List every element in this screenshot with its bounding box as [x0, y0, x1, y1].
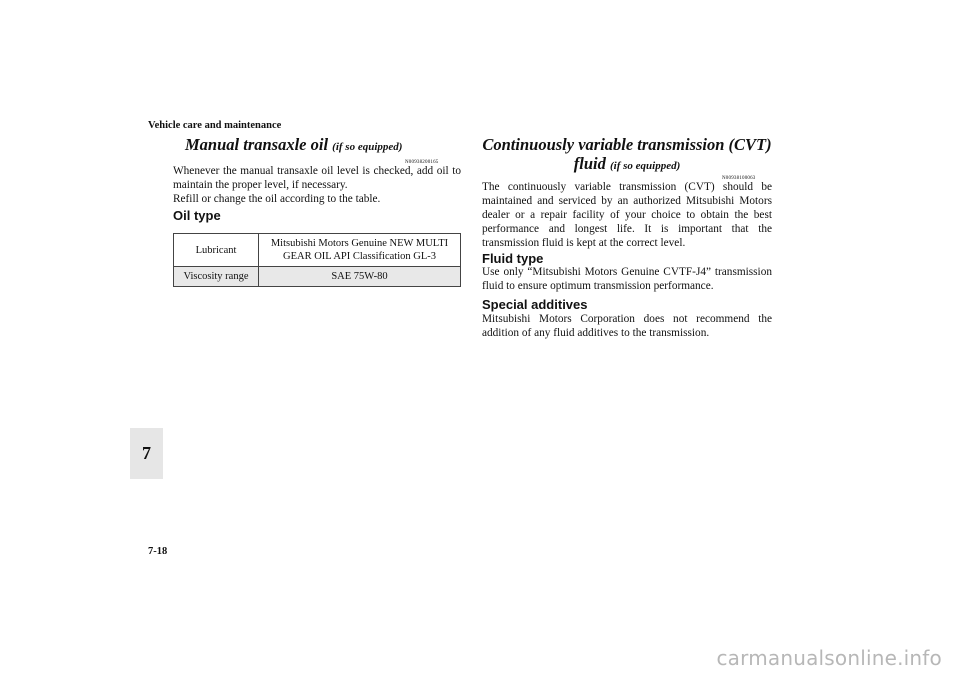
title-text: fluid: [573, 154, 606, 173]
special-additives-heading: Special additives: [482, 297, 588, 312]
table-cell-label: Viscosity range: [174, 267, 259, 287]
title-line-1: Continuously variable transmission (CVT): [482, 135, 772, 154]
oil-spec-table: [173, 233, 461, 287]
manual-transaxle-oil-title: [185, 135, 402, 155]
manual-transaxle-intro: [173, 164, 461, 206]
fluid-type-text: Use only “Mitsubishi Motors Genuine CVTF-J4” transmission fluid to ensure optimum transmission performance.: [482, 266, 772, 292]
title-suffix: (if so equipped): [609, 160, 681, 172]
title-text: Manual transaxle oil: [185, 135, 329, 154]
table-cell-value: Mitsubishi Motors Genuine NEW MULTI GEAR OIL API Classification GL-3: [259, 234, 461, 267]
watermark: carmanualsonline.info: [716, 646, 942, 670]
cvt-intro: The continuously variable transmission (CVT) should be maintained and serviced by an authorized Mitsubishi Motors dealer or a repair facility of your choice to obtain the best performance and longest life. It is important that the transmission fluid is kept at the correct level.: [482, 181, 772, 249]
intro-paragraph: Whenever the manual transaxle oil level is checked, add oil to maintain the proper level, if necessary.: [173, 165, 461, 191]
special-additives-text: Mitsubishi Motors Corporation does not recommend the addition of any fluid additives to the transmission.: [482, 313, 772, 339]
table-row: [174, 267, 461, 287]
title-suffix: (if so equipped): [332, 141, 403, 153]
running-head: Vehicle care and maintenance: [148, 120, 282, 131]
oil-type-heading: Oil type: [173, 208, 221, 223]
table-row: [174, 234, 461, 267]
title-line-2: [482, 154, 772, 174]
section-code: N00938100063: [722, 176, 756, 181]
table-cell-value: SAE 75W-80: [259, 267, 461, 287]
section-code: N00938200165: [405, 160, 439, 165]
chapter-tab: 7: [130, 428, 163, 479]
intro-paragraph-2: Refill or change the oil according to the table.: [173, 193, 381, 205]
fluid-type-heading: Fluid type: [482, 251, 544, 266]
page-number: 7-18: [148, 546, 168, 557]
table-cell-label: Lubricant: [174, 234, 259, 267]
cvt-fluid-title: [482, 135, 772, 174]
